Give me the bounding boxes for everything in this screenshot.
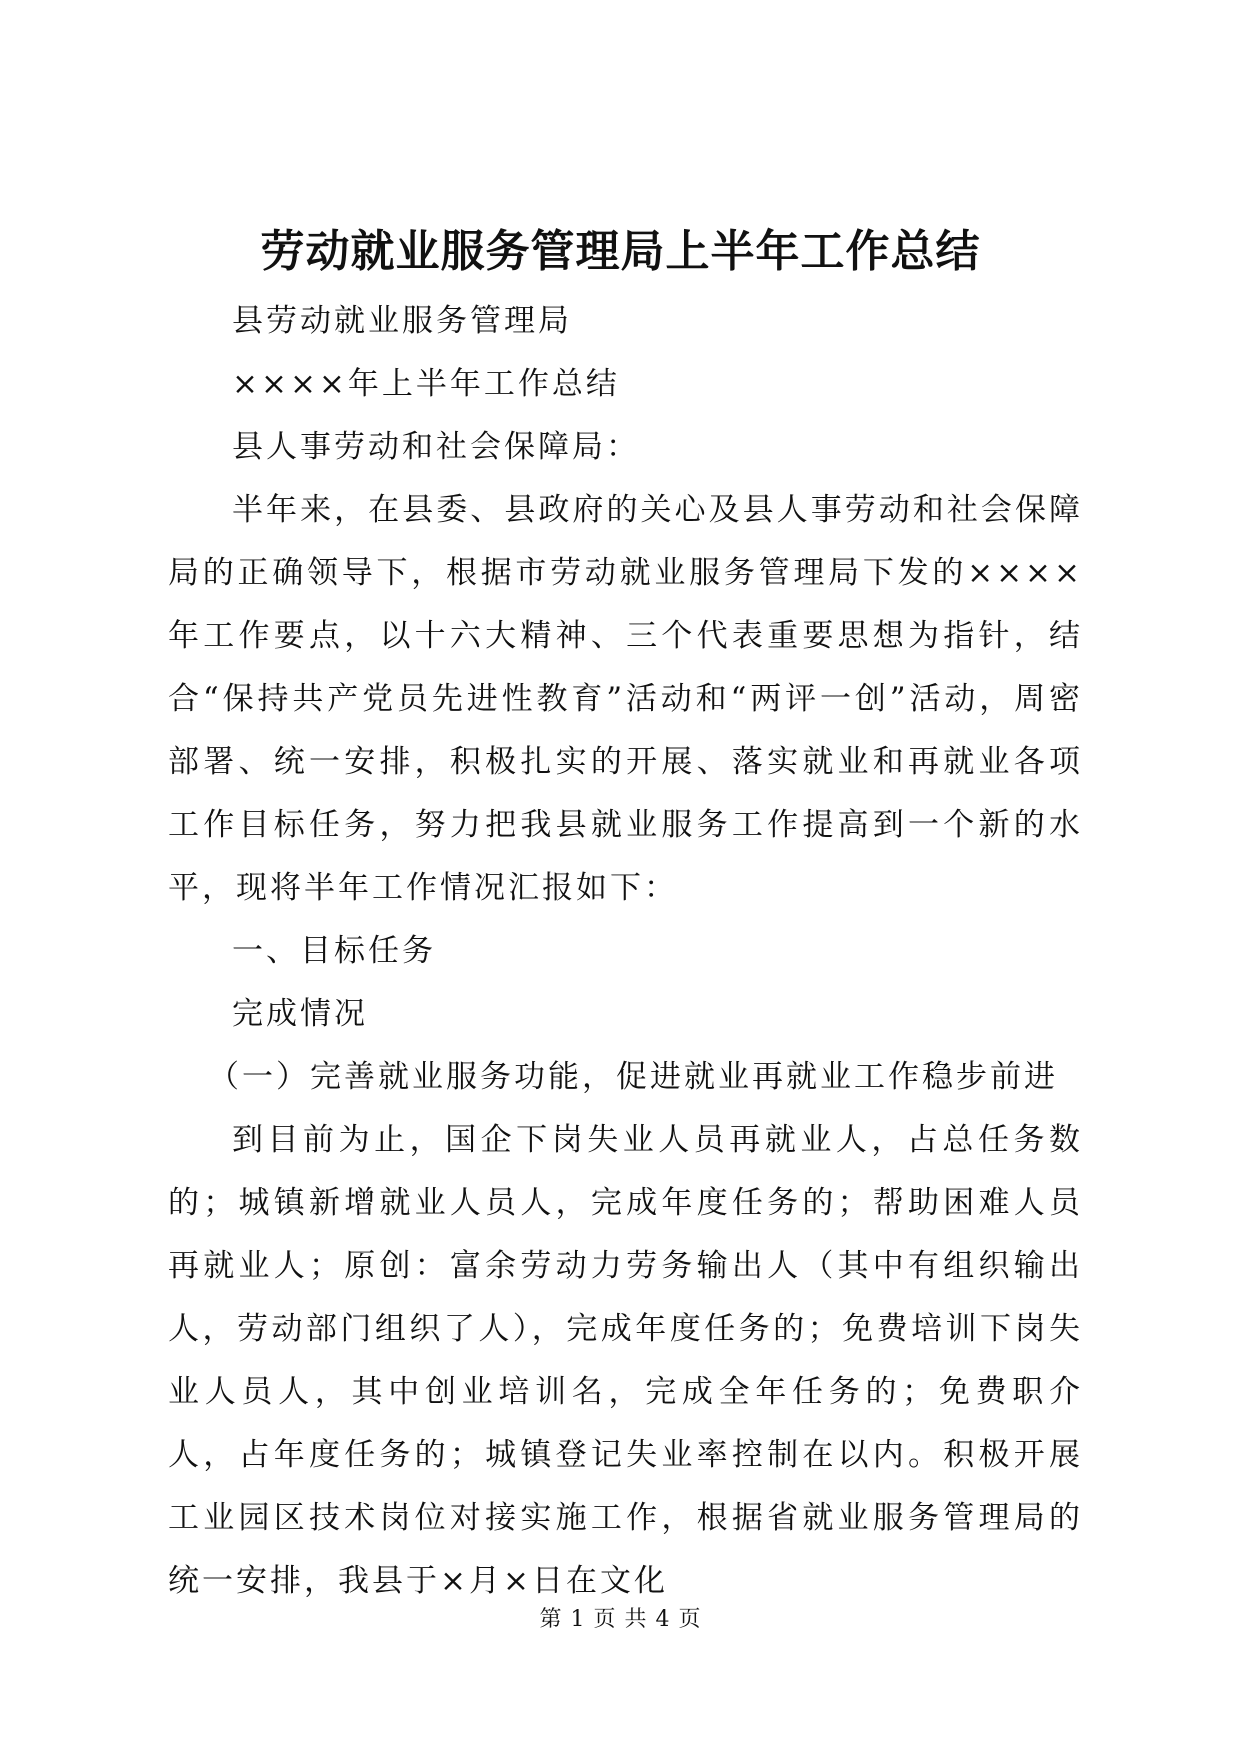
- subsection-heading: （一）完善就业服务功能，促进就业再就业工作稳步前进: [208, 1059, 1058, 1095]
- document-body: [168, 290, 1083, 1613]
- paragraph-issuer: 县劳动就业服务管理局: [232, 303, 572, 339]
- paragraph-intro: 半年来，在县委、县政府的关心及县人事劳动和社会保障局的正确领导下，根据市劳动就业服务管理局下发的××××年工作要点，以十六大精神、三个代表重要思想为指针，结合“保持共产党员先进性教育”活动和“两评一创”活动，周密部署、统一安排，积极扎实的开展、落实就业和再就业各项工作目标任务，努力把我县就业服务工作提高到一个新的水平，现将半年工作情况汇报如下：: [168, 492, 1083, 906]
- paragraph-subtitle: ××××年上半年工作总结: [232, 366, 620, 402]
- page-footer: 第 1 页 共 4 页: [539, 1607, 702, 1632]
- paragraph-recipient: 县人事劳动和社会保障局：: [232, 429, 640, 465]
- section-subheading: 完成情况: [232, 996, 368, 1032]
- document-title: 劳动就业服务管理局上半年工作总结: [260, 226, 981, 277]
- section-heading: 一、目标任务: [232, 933, 436, 969]
- paragraph-progress: 到目前为止，国企下岗失业人员再就业人，占总任务数的；城镇新增就业人员人，完成年度任务的；帮助困难人员再就业人；原创：富余劳动力劳务输出人（其中有组织输出人，劳动部门组织了人），完成年度任务的；免费培训下岗失业人员人，其中创业培训名，完成全年任务的；免费职介人，占年度任务的；城镇登记失业率控制在以内。积极开展工业园区技术岗位对接实施工作，根据省就业服务管理局的统一安排，我县于×月×日在文化: [168, 1122, 1083, 1599]
